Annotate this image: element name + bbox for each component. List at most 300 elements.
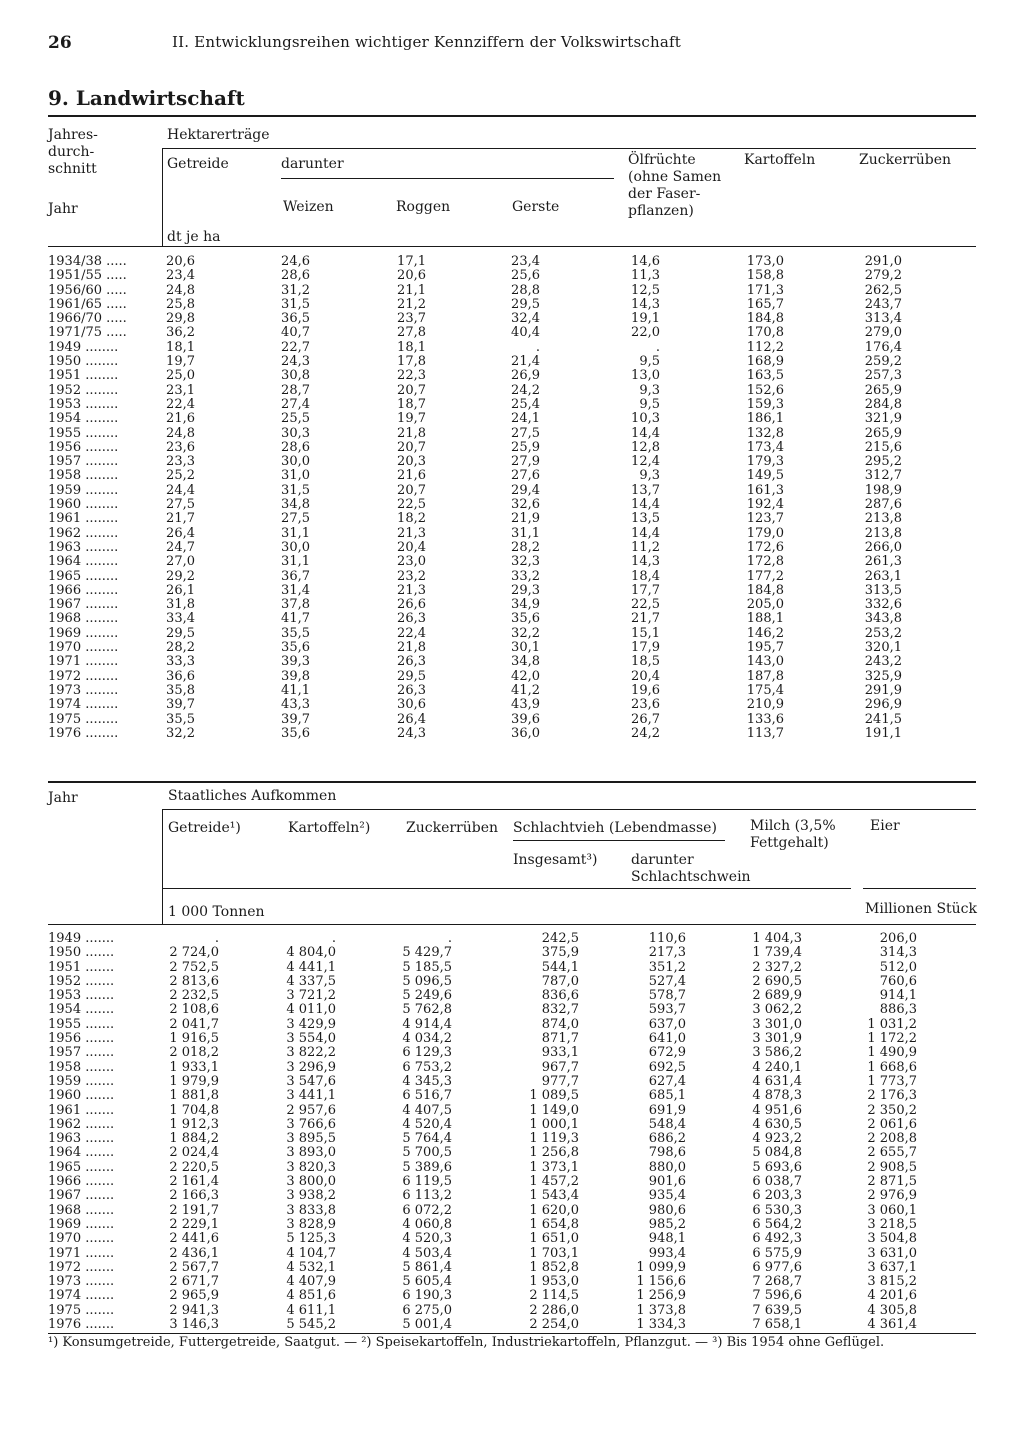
table2-row — [0, 961, 1024, 975]
table2-row — [0, 932, 1024, 946]
table1-row — [0, 527, 1024, 541]
cell-value: 2 567,7 — [169, 1259, 219, 1275]
cell-value: 25,2 — [166, 468, 195, 484]
t2-col-schlachtvieh: Schlachtvieh (Lebendmasse) — [513, 820, 717, 836]
cell-value: 5 545,2 — [286, 1317, 336, 1333]
table1-row — [0, 484, 1024, 498]
cell-value: 152,6 — [746, 382, 784, 398]
table1-row — [0, 655, 1024, 669]
table2-row — [0, 1318, 1024, 1332]
cell-value: 20,3 — [397, 454, 426, 470]
cell-value: 1 099,9 — [636, 1259, 686, 1275]
cell-value: 980,6 — [648, 1202, 686, 1218]
cell-value: 1 881,8 — [169, 1088, 219, 1104]
t2-group-aufkommen: Staatliches Aufkommen — [168, 788, 337, 804]
cell-value: 205,0 — [746, 597, 784, 613]
cell-value: 2 350,2 — [867, 1102, 917, 1118]
t1-col-zuckerrueben: Zuckerrüben — [859, 152, 952, 168]
cell-value: 14,3 — [631, 554, 660, 570]
cell-value: 26,4 — [397, 711, 426, 727]
cell-value: 874,0 — [541, 1016, 579, 1032]
cell-value: 35,6 — [511, 611, 540, 627]
cell-value: 19,1 — [631, 311, 660, 327]
cell-value: 30,1 — [511, 640, 540, 656]
cell-value: 2 220,5 — [169, 1159, 219, 1175]
t1-col-period-top: Jahres- durch- schnitt — [48, 127, 98, 177]
cell-value: 263,1 — [864, 568, 902, 584]
table1-row — [0, 598, 1024, 612]
table1-row — [0, 641, 1024, 655]
cell-value: 2 941,3 — [169, 1302, 219, 1318]
table2-row — [0, 1032, 1024, 1046]
cell-value: 261,3 — [864, 554, 902, 570]
cell-value: 933,1 — [541, 1045, 579, 1061]
cell-value: 4 240,1 — [752, 1059, 802, 1075]
cell-value: 242,5 — [541, 931, 579, 946]
cell-value: 24,3 — [397, 725, 426, 741]
cell-value: 14,4 — [631, 425, 660, 441]
t2-col-milch: Milch (3,5% Fettgehalt) — [750, 818, 836, 851]
t1-col-roggen: Roggen — [396, 199, 451, 215]
cell-value: 25,9 — [511, 439, 540, 455]
cell-value: 13,0 — [631, 368, 660, 384]
t2-unit-tonnen: 1 000 Tonnen — [168, 904, 265, 920]
cell-value: 4 011,0 — [286, 1002, 336, 1018]
cell-value: 4 201,6 — [867, 1288, 917, 1304]
cell-value: 26,3 — [397, 654, 426, 670]
table2-row — [0, 1018, 1024, 1032]
row-label: 1967 ....... — [48, 1188, 115, 1204]
cell-value: 6 129,3 — [402, 1045, 452, 1061]
cell-value: 9,5 — [639, 354, 660, 370]
cell-value: 34,8 — [281, 497, 310, 513]
cell-value: 1 953,0 — [529, 1274, 579, 1290]
cell-value: 3 441,1 — [286, 1088, 336, 1104]
cell-value: 21,7 — [166, 511, 195, 527]
table1-row — [0, 727, 1024, 741]
row-label: 1956 ........ — [48, 439, 119, 455]
cell-value: 28,6 — [281, 439, 310, 455]
cell-value: 7 268,7 — [752, 1274, 802, 1290]
cell-value: . — [214, 931, 219, 946]
row-label: 1957 ....... — [48, 1045, 115, 1061]
cell-value: 6 072,2 — [402, 1202, 452, 1218]
cell-value: 977,7 — [541, 1073, 579, 1089]
cell-value: 31,4 — [281, 582, 310, 598]
cell-value: 2 114,5 — [529, 1288, 579, 1304]
row-label: 1955 ....... — [48, 1016, 115, 1032]
cell-value: 31,1 — [281, 525, 310, 541]
page-number: 26 — [48, 33, 72, 53]
cell-value: 149,5 — [746, 468, 784, 484]
table2-row — [0, 1204, 1024, 1218]
cell-value: 985,2 — [648, 1216, 686, 1232]
row-label: 1961 ........ — [48, 511, 119, 527]
table2-row — [0, 1089, 1024, 1103]
cell-value: 29,5 — [166, 625, 195, 641]
cell-value: 3 554,0 — [286, 1031, 336, 1047]
cell-value: 39,8 — [281, 668, 310, 684]
cell-value: 4 407,5 — [402, 1102, 452, 1118]
cell-value: 1 373,8 — [636, 1302, 686, 1318]
row-label: 1960 ....... — [48, 1088, 115, 1104]
table1-row — [0, 469, 1024, 483]
cell-value: 1 651,0 — [529, 1231, 579, 1247]
cell-value: 1 404,3 — [752, 931, 802, 946]
cell-value: 165,7 — [746, 296, 784, 312]
cell-value: 192,4 — [746, 497, 784, 513]
cell-value: 1 912,3 — [169, 1116, 219, 1132]
cell-value: 4 804,0 — [286, 945, 336, 961]
cell-value: 351,2 — [648, 959, 686, 975]
cell-value: 284,8 — [864, 396, 902, 412]
table1-row — [0, 355, 1024, 369]
cell-value: 12,5 — [631, 282, 660, 298]
row-label: 1960 ........ — [48, 497, 119, 513]
cell-value: 6 113,2 — [402, 1188, 452, 1204]
cell-value: 1 933,1 — [169, 1059, 219, 1075]
cell-value: 3 301,0 — [752, 1016, 802, 1032]
cell-value: 1 031,2 — [867, 1016, 917, 1032]
cell-value: 22,4 — [166, 396, 195, 412]
cell-value: 28,2 — [511, 539, 540, 555]
cell-value: 24,2 — [631, 725, 660, 741]
cell-value: 32,2 — [166, 725, 195, 741]
cell-value: 5 861,4 — [402, 1259, 452, 1275]
table1-row — [0, 312, 1024, 326]
cell-value: 186,1 — [746, 411, 784, 427]
cell-value: 6 203,3 — [752, 1188, 802, 1204]
cell-value: 36,0 — [511, 725, 540, 741]
cell-value: 637,0 — [648, 1016, 686, 1032]
table2-row — [0, 1275, 1024, 1289]
cell-value: 21,7 — [631, 611, 660, 627]
table1-row — [0, 284, 1024, 298]
cell-value: 325,9 — [864, 668, 902, 684]
cell-value: 23,6 — [631, 697, 660, 713]
cell-value: 26,1 — [166, 582, 195, 598]
cell-value: 5 762,8 — [402, 1002, 452, 1018]
row-label: 1968 ........ — [48, 611, 119, 627]
cell-value: 641,0 — [648, 1031, 686, 1047]
table2-row — [0, 989, 1024, 1003]
row-label: 1949 ........ — [48, 339, 119, 355]
cell-value: 760,6 — [879, 973, 917, 989]
cell-value: 3 296,9 — [286, 1059, 336, 1075]
cell-value: 313,4 — [864, 311, 902, 327]
cell-value: 172,6 — [746, 539, 784, 555]
cell-value: 31,2 — [281, 282, 310, 298]
cell-value: 948,1 — [648, 1231, 686, 1247]
row-label: 1965 ....... — [48, 1159, 115, 1175]
cell-value: 7 596,6 — [752, 1288, 802, 1304]
cell-value: 4 630,5 — [752, 1116, 802, 1132]
cell-value: 24,1 — [511, 411, 540, 427]
cell-value: 4 337,5 — [286, 973, 336, 989]
table1-row — [0, 269, 1024, 283]
cell-value: 312,7 — [864, 468, 902, 484]
cell-value: 41,1 — [281, 682, 310, 698]
row-label: 1950 ........ — [48, 354, 119, 370]
cell-value: 40,4 — [511, 325, 540, 341]
cell-value: 172,8 — [746, 554, 784, 570]
table2-row — [0, 1146, 1024, 1160]
cell-value: 171,3 — [746, 282, 784, 298]
cell-value: 32,6 — [511, 497, 540, 513]
table2-top-rule — [48, 781, 976, 783]
cell-value: 313,5 — [864, 582, 902, 598]
cell-value: 32,2 — [511, 625, 540, 641]
cell-value: 13,5 — [631, 511, 660, 527]
cell-value: 18,2 — [397, 511, 426, 527]
cell-value: 30,6 — [397, 697, 426, 713]
cell-value: 33,4 — [166, 611, 195, 627]
cell-value: 25,8 — [166, 296, 195, 312]
table1-row — [0, 441, 1024, 455]
cell-value: 17,1 — [397, 254, 426, 269]
cell-value: 123,7 — [746, 511, 784, 527]
cell-value: 132,8 — [746, 425, 784, 441]
cell-value: 5 185,5 — [402, 959, 452, 975]
cell-value: 3 586,2 — [752, 1045, 802, 1061]
cell-value: 21,3 — [397, 525, 426, 541]
row-label: 1976 ........ — [48, 725, 119, 741]
cell-value: 1 334,3 — [636, 1317, 686, 1333]
cell-value: 27,5 — [166, 497, 195, 513]
cell-value: 1 704,8 — [169, 1102, 219, 1118]
t2-vertical-rule — [162, 809, 163, 925]
cell-value: 4 060,8 — [402, 1216, 452, 1232]
row-label: 1952 ....... — [48, 973, 115, 989]
cell-value: 5 700,5 — [402, 1145, 452, 1161]
cell-value: 34,8 — [511, 654, 540, 670]
cell-value: 27,6 — [511, 468, 540, 484]
cell-value: 11,2 — [631, 539, 660, 555]
cell-value: 112,2 — [746, 339, 784, 355]
cell-value: 206,0 — [879, 931, 917, 946]
cell-value: 4 441,1 — [286, 959, 336, 975]
row-label: 1957 ........ — [48, 454, 119, 470]
cell-value: 210,9 — [746, 697, 784, 713]
cell-value: 31,8 — [166, 597, 195, 613]
cell-value: 10,3 — [631, 411, 660, 427]
cell-value: 2 024,4 — [169, 1145, 219, 1161]
cell-value: 6 190,3 — [402, 1288, 452, 1304]
cell-value: 36,2 — [166, 325, 195, 341]
table2-bottom-rule — [48, 1333, 976, 1334]
row-label: 1964 ....... — [48, 1145, 115, 1161]
row-label: 1974 ....... — [48, 1288, 115, 1304]
table2-row — [0, 1218, 1024, 1232]
cell-value: . — [655, 339, 660, 355]
row-label: 1959 ........ — [48, 482, 119, 498]
cell-value: 836,6 — [541, 988, 579, 1004]
cell-value: 28,6 — [281, 268, 310, 284]
row-label: 1951 ....... — [48, 959, 115, 975]
row-label: 1952 ........ — [48, 382, 119, 398]
cell-value: 20,7 — [397, 439, 426, 455]
cell-value: 1 256,8 — [529, 1145, 579, 1161]
cell-value: 18,4 — [631, 568, 660, 584]
cell-value: 3 833,8 — [286, 1202, 336, 1218]
cell-value: 41,2 — [511, 682, 540, 698]
cell-value: 5 125,3 — [286, 1231, 336, 1247]
cell-value: 4 520,4 — [402, 1116, 452, 1132]
cell-value: 4 034,2 — [402, 1031, 452, 1047]
cell-value: . — [331, 931, 336, 946]
cell-value: 187,8 — [746, 668, 784, 684]
table1-row — [0, 341, 1024, 355]
row-label: 1964 ........ — [48, 554, 119, 570]
cell-value: 213,8 — [864, 525, 902, 541]
cell-value: 20,6 — [166, 254, 195, 269]
cell-value: 14,6 — [631, 254, 660, 269]
cell-value: 21,8 — [397, 425, 426, 441]
row-label: 1955 ........ — [48, 425, 119, 441]
row-label: 1971/75 ..... — [48, 325, 127, 341]
cell-value: 685,1 — [648, 1088, 686, 1104]
cell-value: 296,9 — [864, 697, 902, 713]
cell-value: 3 547,6 — [286, 1073, 336, 1089]
cell-value: 265,9 — [864, 425, 902, 441]
cell-value: 24,2 — [511, 382, 540, 398]
cell-value: 26,7 — [631, 711, 660, 727]
cell-value: 3 504,8 — [867, 1231, 917, 1247]
row-label: 1954 ........ — [48, 411, 119, 427]
table1-row — [0, 512, 1024, 526]
cell-value: 22,0 — [631, 325, 660, 341]
table1-body — [0, 255, 1024, 741]
cell-value: 168,9 — [746, 354, 784, 370]
row-label: 1971 ....... — [48, 1245, 115, 1261]
cell-value: 17,9 — [631, 640, 660, 656]
cell-value: 3 631,0 — [867, 1245, 917, 1261]
cell-value: 26,3 — [397, 611, 426, 627]
cell-value: 295,2 — [864, 454, 902, 470]
cell-value: 17,7 — [631, 582, 660, 598]
table1-row — [0, 555, 1024, 569]
cell-value: 627,4 — [648, 1073, 686, 1089]
cell-value: 1 089,5 — [529, 1088, 579, 1104]
cell-value: 1 654,8 — [529, 1216, 579, 1232]
cell-value: 23,3 — [166, 454, 195, 470]
cell-value: 27,5 — [511, 425, 540, 441]
cell-value: 686,2 — [648, 1131, 686, 1147]
cell-value: 25,5 — [281, 411, 310, 427]
cell-value: 6 575,9 — [752, 1245, 802, 1261]
cell-value: 23,6 — [166, 439, 195, 455]
t2-group-rule — [163, 809, 976, 810]
cell-value: 31,5 — [281, 296, 310, 312]
cell-value: 184,8 — [746, 582, 784, 598]
cell-value: 29,3 — [511, 582, 540, 598]
row-label: 1971 ........ — [48, 654, 119, 670]
cell-value: 39,7 — [281, 711, 310, 727]
cell-value: 2 208,8 — [867, 1131, 917, 1147]
cell-value: 2 871,5 — [867, 1174, 917, 1190]
cell-value: 3 766,6 — [286, 1116, 336, 1132]
cell-value: 41,7 — [281, 611, 310, 627]
cell-value: 3 062,2 — [752, 1002, 802, 1018]
cell-value: 914,1 — [879, 988, 917, 1004]
row-label: 1974 ........ — [48, 697, 119, 713]
t2-schlachtvieh-rule — [513, 840, 725, 841]
cell-value: 6 530,3 — [752, 1202, 802, 1218]
cell-value: 24,8 — [166, 282, 195, 298]
cell-value: 3 218,5 — [867, 1216, 917, 1232]
cell-value: 798,6 — [648, 1145, 686, 1161]
table2-row — [0, 1175, 1024, 1189]
cell-value: 291,0 — [864, 254, 902, 269]
cell-value: 527,4 — [648, 973, 686, 989]
table1-row — [0, 255, 1024, 269]
cell-value: 1 256,9 — [636, 1288, 686, 1304]
table1-row — [0, 612, 1024, 626]
row-label: 1976 ....... — [48, 1317, 115, 1333]
cell-value: 2 176,3 — [867, 1088, 917, 1104]
cell-value: 13,7 — [631, 482, 660, 498]
cell-value: 25,6 — [511, 268, 540, 284]
cell-value: 1 543,4 — [529, 1188, 579, 1204]
cell-value: 20,4 — [397, 539, 426, 555]
t1-unit: dt je ha — [167, 229, 221, 245]
table1-row — [0, 412, 1024, 426]
table1-row — [0, 326, 1024, 340]
row-label: 1975 ........ — [48, 711, 119, 727]
cell-value: 4 611,1 — [286, 1302, 336, 1318]
cell-value: 257,3 — [864, 368, 902, 384]
cell-value: 2 813,6 — [169, 973, 219, 989]
cell-value: 5 389,6 — [402, 1159, 452, 1175]
cell-value: 287,6 — [864, 497, 902, 513]
cell-value: 35,5 — [281, 625, 310, 641]
table2-row — [0, 1304, 1024, 1318]
row-label: 1973 ....... — [48, 1274, 115, 1290]
cell-value: . — [447, 931, 452, 946]
cell-value: 133,6 — [746, 711, 784, 727]
cell-value: 241,5 — [864, 711, 902, 727]
cell-value: 1 172,2 — [867, 1031, 917, 1047]
cell-value: 2 018,2 — [169, 1045, 219, 1061]
cell-value: 20,7 — [397, 482, 426, 498]
cell-value: 4 923,2 — [752, 1131, 802, 1147]
cell-value: 1 773,7 — [867, 1073, 917, 1089]
cell-value: 4 305,8 — [867, 1302, 917, 1318]
t1-group-rule — [163, 148, 976, 149]
row-label: 1962 ........ — [48, 525, 119, 541]
row-label: 1972 ....... — [48, 1259, 115, 1275]
cell-value: 29,4 — [511, 482, 540, 498]
row-label: 1958 ....... — [48, 1059, 115, 1075]
cell-value: 314,3 — [879, 945, 917, 961]
cell-value: 22,4 — [397, 625, 426, 641]
table2-row — [0, 1075, 1024, 1089]
cell-value: 4 345,3 — [402, 1073, 452, 1089]
row-label: 1969 ........ — [48, 625, 119, 641]
cell-value: 9,5 — [639, 396, 660, 412]
cell-value: 544,1 — [541, 959, 579, 975]
t2-unit-stueck: Millionen Stück — [865, 901, 977, 917]
cell-value: 21,6 — [397, 468, 426, 484]
cell-value: 2 254,0 — [529, 1317, 579, 1333]
cell-value: 3 146,3 — [169, 1317, 219, 1333]
row-label: 1966 ....... — [48, 1174, 115, 1190]
t1-vertical-rule — [162, 148, 163, 246]
cell-value: 18,5 — [631, 654, 660, 670]
table2-row — [0, 1247, 1024, 1261]
cell-value: 5 001,4 — [402, 1317, 452, 1333]
cell-value: 32,4 — [511, 311, 540, 327]
